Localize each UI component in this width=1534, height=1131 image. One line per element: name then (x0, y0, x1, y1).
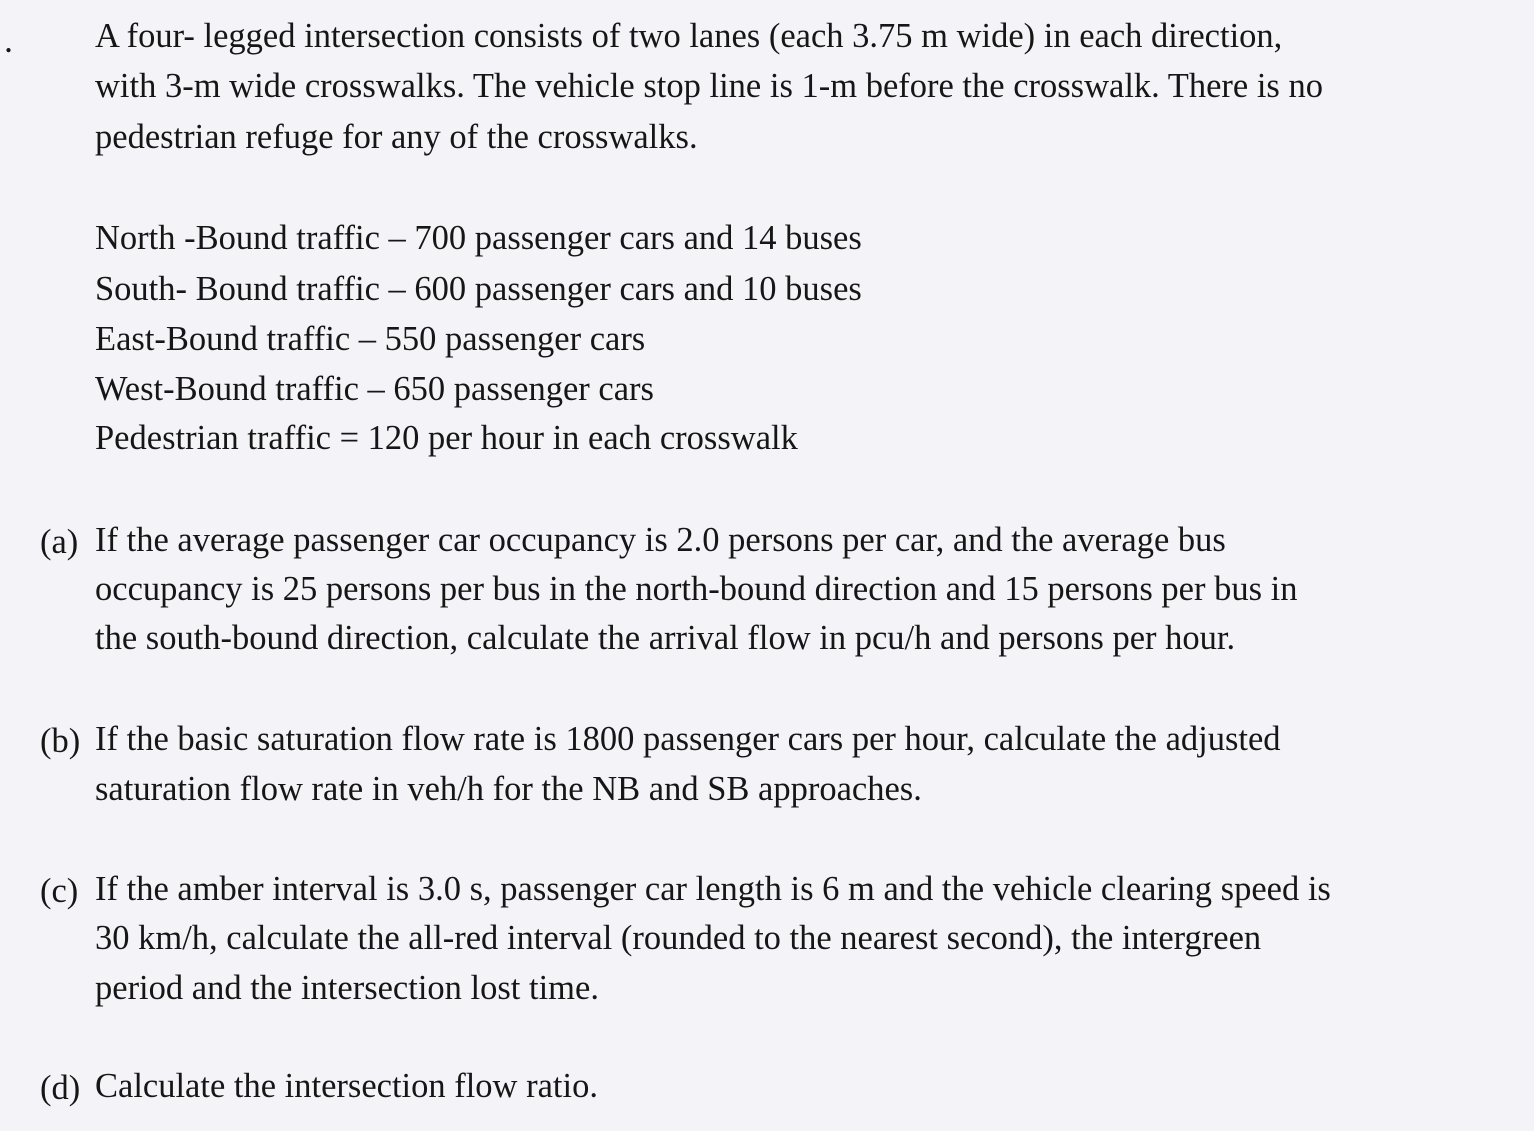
question-a-label: (a) (40, 523, 79, 561)
intro-line-1: A four- legged intersection consists of two lanes (each 3.75 m wide) in each direction, (95, 17, 1283, 55)
list-bullet: . (4, 20, 13, 60)
question-d-label: (d) (40, 1069, 81, 1107)
question-c-line-2: 30 km/h, calculate the all-red interval (rounded to the nearest second), the intergreen (95, 919, 1262, 957)
intro-line-3: pedestrian refuge for any of the crosswalks. (95, 118, 698, 156)
traffic-southbound: South- Bound traffic – 600 passenger cars and 10 buses (95, 270, 862, 308)
question-b-line-1: If the basic saturation flow rate is 1800 passenger cars per hour, calculate the adjusted (95, 720, 1281, 758)
question-b-line-2: saturation flow rate in veh/h for the NB and SB approaches. (95, 770, 922, 808)
question-a-line-1: If the average passenger car occupancy is 2.0 persons per car, and the average bus (95, 521, 1226, 559)
question-c-line-1: If the amber interval is 3.0 s, passenger car length is 6 m and the vehicle clearing speed is (95, 870, 1331, 908)
traffic-eastbound: East-Bound traffic – 550 passenger cars (95, 320, 646, 358)
traffic-pedestrian: Pedestrian traffic = 120 per hour in each crosswalk (95, 419, 798, 457)
question-c-line-3: period and the intersection lost time. (95, 969, 599, 1007)
question-a-line-3: the south-bound direction, calculate the arrival flow in pcu/h and persons per hour. (95, 619, 1236, 657)
question-b-label: (b) (40, 722, 81, 760)
intro-line-2: with 3-m wide crosswalks. The vehicle stop line is 1-m before the crosswalk. There is no (95, 67, 1323, 105)
question-d-line-1: Calculate the intersection flow ratio. (95, 1067, 598, 1105)
traffic-westbound: West-Bound traffic – 650 passenger cars (95, 370, 654, 408)
question-c-label: (c) (40, 872, 79, 910)
question-a-line-2: occupancy is 25 persons per bus in the north-bound direction and 15 persons per bus in (95, 570, 1298, 608)
traffic-northbound: North -Bound traffic – 700 passenger cars and 14 buses (95, 219, 862, 257)
